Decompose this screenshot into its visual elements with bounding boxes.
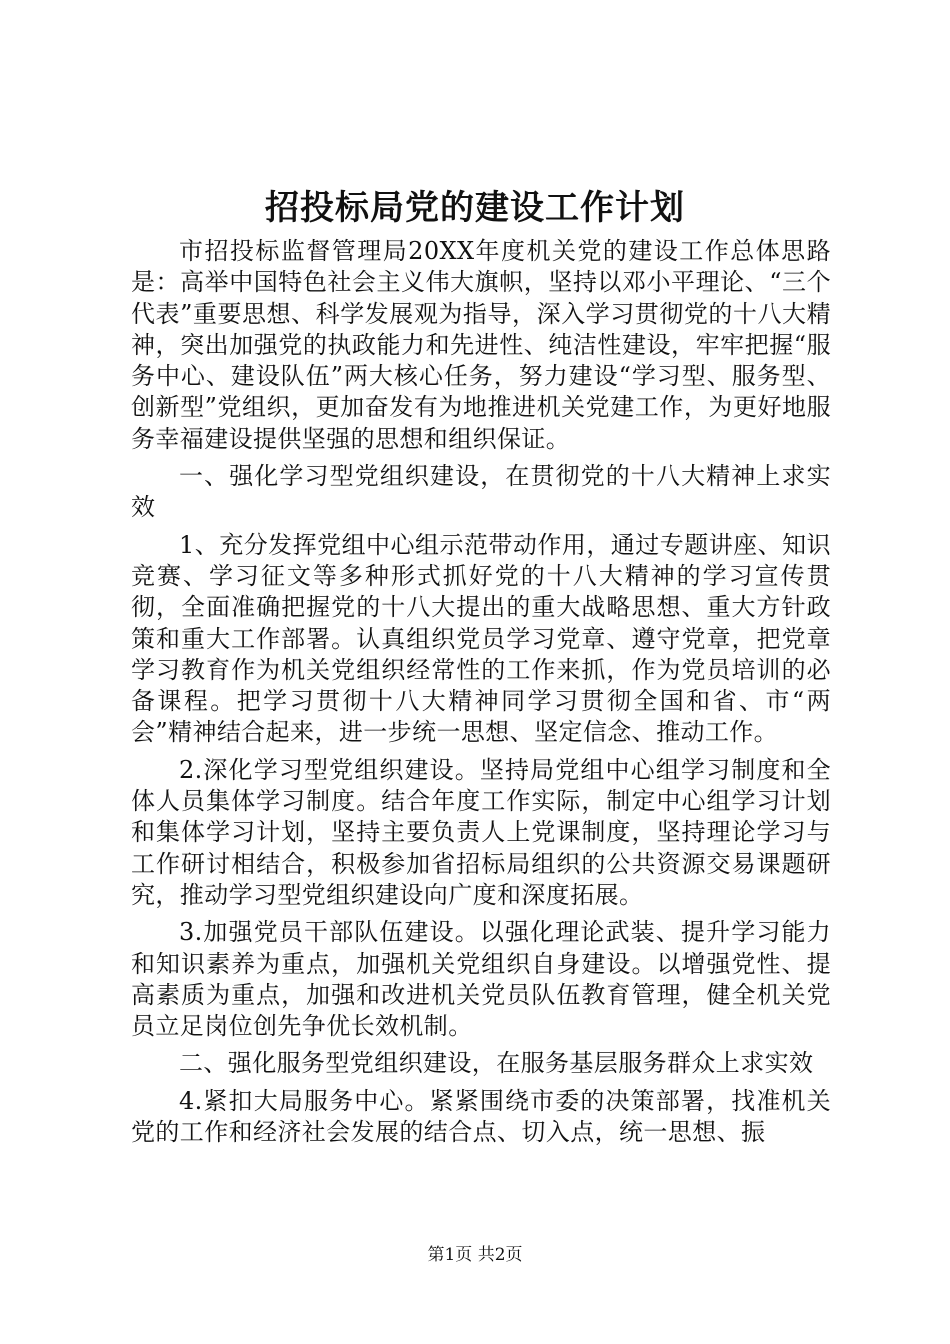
paragraph-section-1-heading: 一、强化学习型党组织建设，在贯彻党的十八大精神上求实效 (131, 462, 831, 522)
page-number-footer: 第1页 共2页 (427, 1245, 523, 1265)
paragraph-item-2: 2.深化学习型党组织建设。坚持局党组中心组学习制度和全体人员集体学习制度。结合年度工作实际，制定中心组学习计划和集体学习计划，坚持主要负责人上党课制度，坚持理论学习与工作研讨相结合，积极参加省招标局组织的公共资源交易课题研究，推动学习型党组织建设向广度和深度拓展。 (131, 755, 831, 909)
paragraph-intro: 市招投标监督管理局20XX年度机关党的建设工作总体思路是：高举中国特色社会主义伟大旗帜，坚持以邓小平理论、“三个代表”重要思想、科学发展观为指导，深入学习贯彻党的十八大精神，突出加强党的执政能力和先进性、纯洁性建设，牢牢把握“服务中心、建设队伍”两大核心任务，努力建设“学习型、服务型、创新型”党组织，更加奋发有为地推进机关党建工作，为更好地服务幸福建设提供坚强的思想和组织保证。 (131, 237, 831, 453)
paragraph-item-3: 3.加强党员干部队伍建设。以强化理论武装、提升学习能力和知识素养为重点，加强机关党组织自身建设。以增强党性、提高素质为重点，加强和改进机关党员队伍教育管理，健全机关党员立足岗位创先争优长效机制。 (131, 918, 831, 1041)
document-body (131, 236, 831, 1148)
paragraph-item-4: 4.紧扣大局服务中心。紧紧围绕市委的决策部署，找准机关党的工作和经济社会发展的结合点、切入点，统一思想、振 (131, 1086, 831, 1147)
paragraph-item-1: 1、充分发挥党组中心组示范带动作用，通过专题讲座、知识竞赛、学习征文等多种形式抓好党的十八大精神的学习宣传贯彻，全面准确把握党的十八大提出的重大战略思想、重大方针政策和重大工作部署。认真组织党员学习党章、遵守党章，把党章学习教育作为机关党组织经常性的工作来抓，作为党员培训的必备课程。把学习贯彻十八大精神同学习贯彻全国和省、市“两会”精神结合起来，进一步统一思想、坚定信念、推动工作。 (131, 530, 831, 747)
document-title: 招投标局党的建设工作计划 (265, 188, 685, 228)
paragraph-section-2-heading: 二、强化服务型党组织建设，在服务基层服务群众上求实效 (179, 1049, 814, 1078)
